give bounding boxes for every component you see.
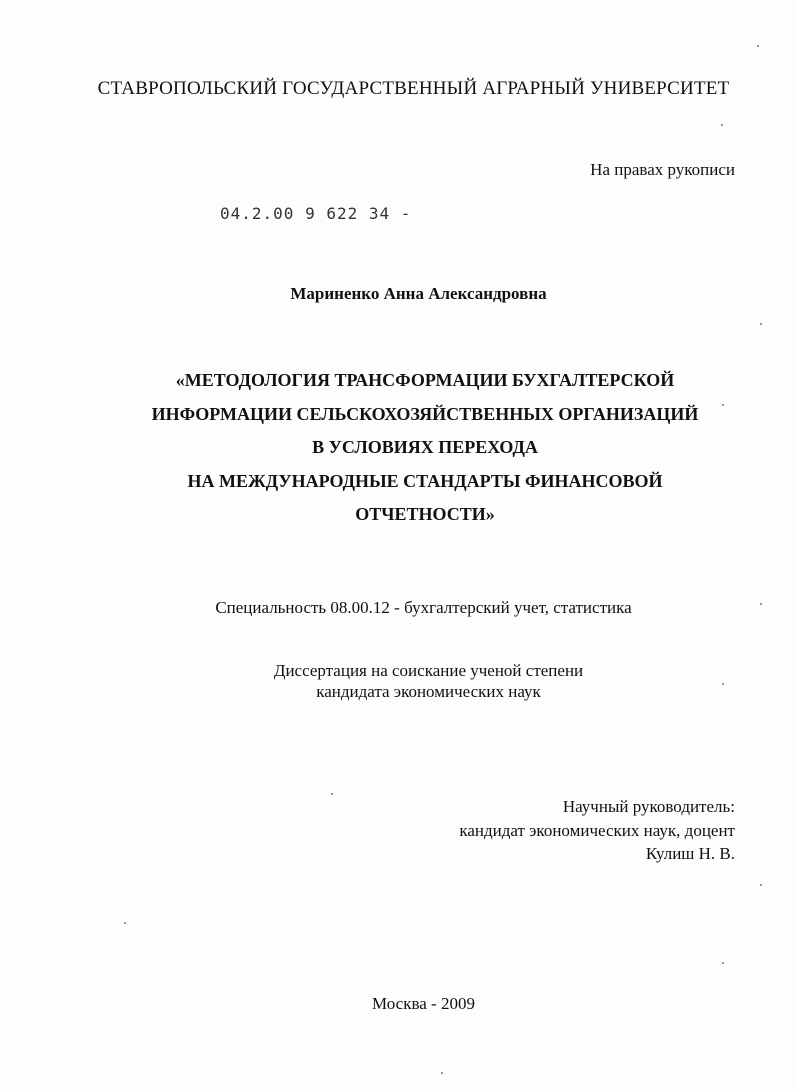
title-line: В УСЛОВИЯХ ПЕРЕХОДА (312, 437, 538, 457)
advisor-label: Научный руководитель: (562, 797, 735, 816)
university-name: СТАВРОПОЛЬСКИЙ ГОСУДАРСТВЕННЫЙ АГРАРНЫЙ УНИВЕРСИТЕТ (97, 78, 730, 99)
title-line: НА МЕЖДУНАРОДНЫЕ СТАНДАРТЫ ФИНАНСОВОЙ (187, 470, 663, 491)
advisor-name: Кулиш Н. В. (645, 844, 735, 863)
scan-speck (722, 683, 724, 685)
scan-speck (721, 124, 723, 126)
title-line: «МЕТОДОЛОГИЯ ТРАНСФОРМАЦИИ БУХГАЛТЕРСКОЙ (175, 370, 675, 390)
scan-speck (760, 323, 762, 325)
title-line: ИНФОРМАЦИИ СЕЛЬСКОХОЗЯЙСТВЕННЫХ ОРГАНИЗАЦИЙ (151, 403, 699, 424)
registration-stamp: 04.2.00 9 622 34 - (220, 204, 412, 223)
advisor-degree: кандидат экономических наук, доцент (459, 820, 735, 840)
scientific-advisor (459, 795, 735, 866)
author-name: Мариненко Анна Александровна (290, 284, 547, 303)
title-line: ОТЧЕТНОСТИ» (355, 504, 495, 524)
scan-speck (722, 962, 724, 964)
city-year: Москва - 2009 (372, 994, 475, 1013)
scan-speck (760, 884, 762, 886)
scan-speck (441, 1072, 443, 1074)
scan-speck (760, 603, 762, 605)
scan-speck (331, 793, 333, 795)
degree-statement (0, 660, 797, 702)
specialty-line: Специальность 08.00.12 - бухгалтерский учет, статистика (215, 598, 632, 617)
degree-statement-line: Диссертация на соискание ученой степени (273, 661, 584, 680)
scan-speck (757, 45, 759, 47)
scan-speck (124, 922, 126, 924)
degree-statement-line: кандидата экономических наук (316, 682, 541, 701)
manuscript-rights-note: На правах рукописи (590, 160, 735, 179)
dissertation-title (120, 364, 730, 532)
scan-speck (722, 404, 724, 406)
